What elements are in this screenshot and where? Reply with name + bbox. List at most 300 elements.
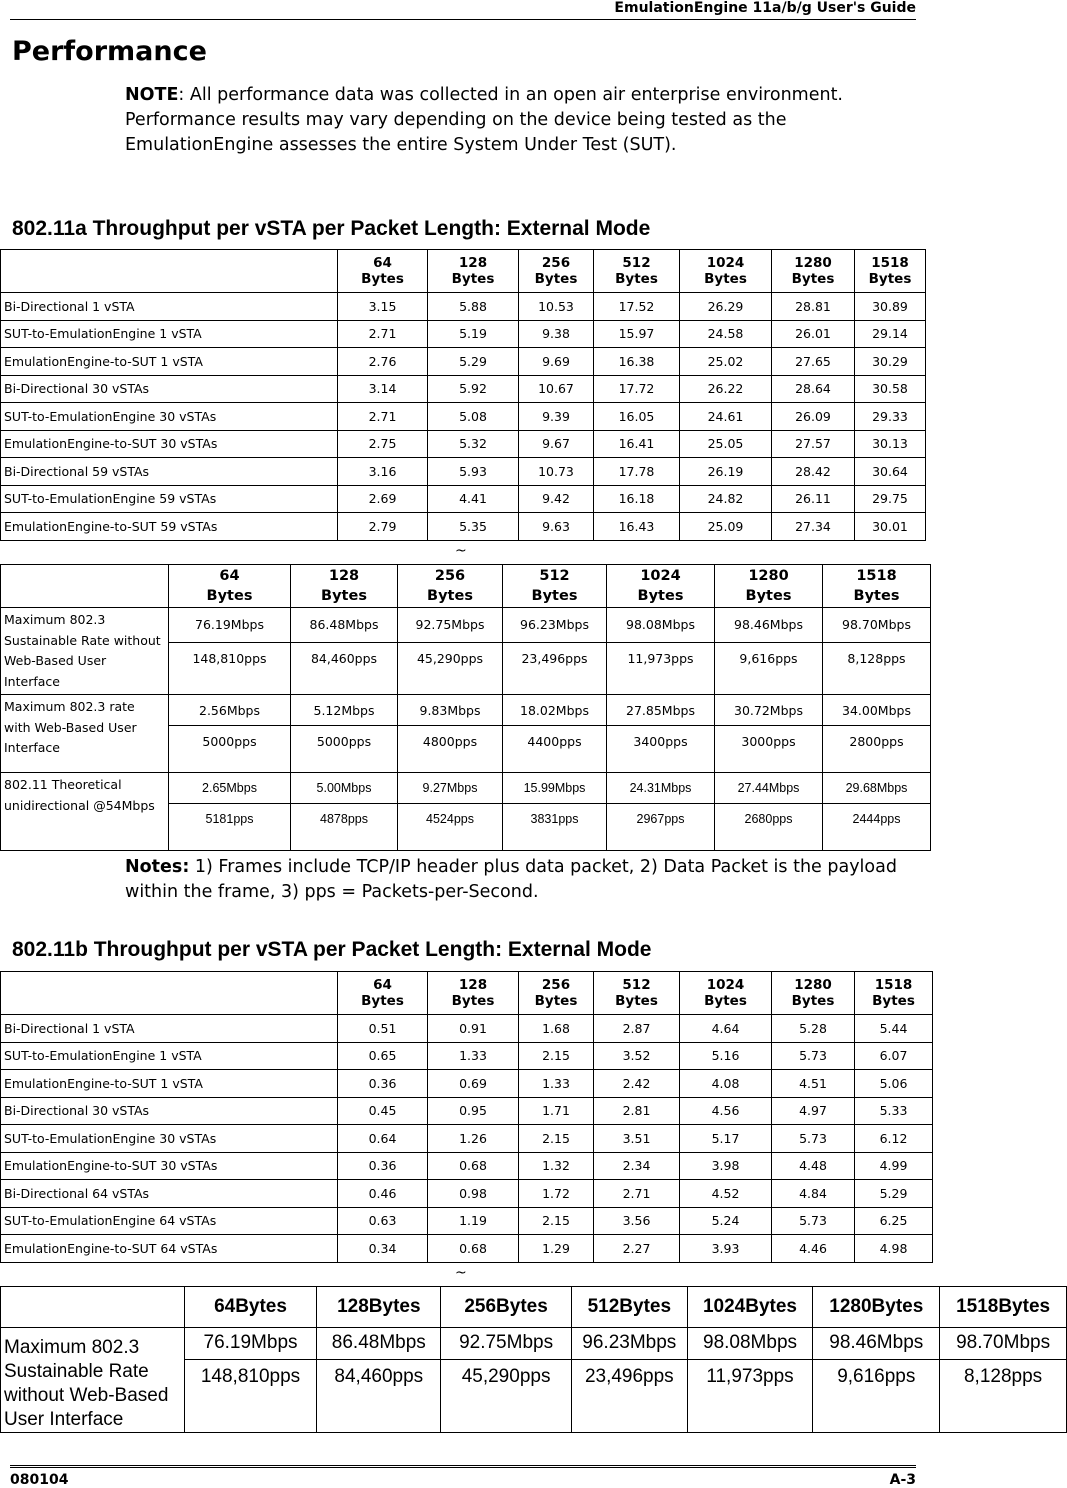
column-header: 1518Bytes	[940, 1287, 1067, 1328]
table-row	[1, 1125, 933, 1153]
pps-cell: 11,973pps	[687, 1359, 813, 1432]
column-header	[428, 250, 519, 293]
row-label: SUT-to-EmulationEngine 1 vSTA	[1, 320, 338, 348]
table-cell: 3.52	[594, 1042, 680, 1070]
column-header: 64Bytes	[184, 1287, 317, 1328]
mbps-cell: 96.23Mbps	[503, 608, 607, 643]
table-cell: 0.95	[428, 1097, 519, 1125]
column-header-text: 1280	[748, 568, 789, 584]
table-cell: 9.63	[519, 513, 594, 541]
row-label: EmulationEngine-to-SUT 1 vSTA	[1, 348, 338, 376]
mbps-cell: 98.70Mbps	[940, 1328, 1067, 1360]
table-row	[1, 695, 931, 726]
table-cell: 30.29	[855, 348, 926, 376]
header-title: EmulationEngine 11a/b/g User's Guide	[614, 0, 916, 16]
table-cell: 0.65	[338, 1042, 428, 1070]
table-cell: 4.08	[680, 1070, 772, 1098]
table-cell: 5.29	[855, 1180, 933, 1208]
column-header-text: 1280	[794, 255, 832, 271]
column-header-text: 256	[541, 255, 571, 271]
header-corner-cell	[1, 250, 338, 293]
table-cell: 5.92	[428, 375, 519, 403]
column-header-text: 1024	[706, 977, 745, 993]
table-header-row	[1, 565, 931, 608]
mbps-cell: 5.00Mbps	[291, 773, 398, 804]
pps-cell: 2680pps	[715, 804, 823, 851]
notes-label: Notes:	[125, 857, 190, 877]
footer-page-number: A-3	[889, 1472, 916, 1488]
table-cell: 5.33	[855, 1097, 933, 1125]
table-cell: 4.64	[680, 1015, 772, 1043]
table-cell: 0.68	[428, 1235, 519, 1263]
column-header-text: 1024	[706, 255, 745, 271]
table-row	[1, 375, 926, 403]
column-header-text: 512	[622, 977, 651, 993]
table-row	[1, 458, 926, 486]
table-cell: 4.56	[680, 1097, 772, 1125]
table-cell: 16.38	[594, 348, 680, 376]
column-header	[169, 565, 291, 608]
table-cell: 0.34	[338, 1235, 428, 1263]
pps-cell: 45,290pps	[441, 1359, 572, 1432]
table-cell: 28.64	[772, 375, 855, 403]
pps-cell: 5181pps	[169, 804, 291, 851]
mbps-cell: 98.46Mbps	[813, 1328, 940, 1360]
table-row	[1, 1328, 1067, 1360]
table-cell: 2.71	[594, 1180, 680, 1208]
table-row	[1, 1015, 933, 1043]
column-header-text: 1024	[640, 568, 681, 584]
table-cell: 29.75	[855, 485, 926, 513]
table-cell: 26.01	[772, 320, 855, 348]
column-header-text: Bytes	[704, 271, 747, 287]
table-cell: 30.01	[855, 513, 926, 541]
table-cell: 0.69	[428, 1070, 519, 1098]
mbps-cell: 98.46Mbps	[715, 608, 823, 643]
throughput-table-a	[0, 249, 926, 541]
table-cell: 9.38	[519, 320, 594, 348]
table-cell: 3.93	[680, 1235, 772, 1263]
column-header	[291, 565, 398, 608]
table-cell: 9.67	[519, 430, 594, 458]
table-cell: 16.43	[594, 513, 680, 541]
mbps-cell: 9.83Mbps	[398, 695, 503, 726]
column-header-text: Bytes	[868, 271, 912, 287]
table-cell: 5.73	[772, 1042, 855, 1070]
column-header	[519, 972, 594, 1015]
table-header-row	[1, 1287, 1067, 1328]
pps-cell: 84,460pps	[291, 642, 398, 694]
pps-cell: 3000pps	[715, 726, 823, 773]
table-cell: 2.76	[338, 348, 428, 376]
column-header-text: 256	[541, 977, 571, 993]
row-label: 802.11 Theoretical unidirectional @54Mbps	[1, 773, 169, 851]
column-header-text: 256	[434, 568, 466, 584]
table-row	[1, 1070, 933, 1098]
pps-cell: 5000pps	[291, 726, 398, 773]
pps-cell: 9,616pps	[715, 642, 823, 694]
table-cell: 2.15	[519, 1125, 594, 1153]
column-header	[680, 250, 772, 293]
table-cell: 4.52	[680, 1180, 772, 1208]
column-header-text: Bytes	[637, 588, 684, 604]
table-row	[1, 293, 926, 321]
table-cell: 26.22	[680, 375, 772, 403]
table-cell: 1.32	[519, 1152, 594, 1180]
table-cell: 2.34	[594, 1152, 680, 1180]
table-cell: 0.51	[338, 1015, 428, 1043]
row-label: Bi-Directional 30 vSTAs	[1, 1097, 338, 1125]
row-label: Bi-Directional 59 vSTAs	[1, 458, 338, 486]
table-row	[1, 1235, 933, 1263]
table-cell: 17.72	[594, 375, 680, 403]
table-cell: 27.34	[772, 513, 855, 541]
mbps-cell: 5.12Mbps	[291, 695, 398, 726]
column-header: 1280Bytes	[813, 1287, 940, 1328]
table-cell: 0.45	[338, 1097, 428, 1125]
column-header-text: 64	[373, 255, 392, 271]
row-label: SUT-to-EmulationEngine 30 vSTAs	[1, 1125, 338, 1153]
pps-cell: 3400pps	[607, 726, 715, 773]
pps-cell: 2444pps	[823, 804, 931, 851]
mbps-cell: 15.99Mbps	[503, 773, 607, 804]
mbps-cell: 98.08Mbps	[687, 1328, 813, 1360]
table-cell: 27.57	[772, 430, 855, 458]
table-row	[1, 430, 926, 458]
column-header-text: Bytes	[451, 993, 495, 1009]
pps-cell: 4524pps	[398, 804, 503, 851]
table-cell: 3.98	[680, 1152, 772, 1180]
table-cell: 2.15	[519, 1207, 594, 1235]
column-header	[607, 565, 715, 608]
pps-cell: 8,128pps	[823, 642, 931, 694]
table-cell: 3.16	[338, 458, 428, 486]
table-separator-b: ~	[455, 1265, 467, 1281]
column-header: 512Bytes	[572, 1287, 688, 1328]
table-row	[1, 773, 931, 804]
row-label: EmulationEngine-to-SUT 1 vSTA	[1, 1070, 338, 1098]
table-cell: 2.15	[519, 1042, 594, 1070]
table-cell: 24.82	[680, 485, 772, 513]
table-cell: 29.33	[855, 403, 926, 431]
table-cell: 30.89	[855, 293, 926, 321]
table-cell: 2.42	[594, 1070, 680, 1098]
table-row	[1, 1180, 933, 1208]
table-cell: 4.98	[855, 1235, 933, 1263]
table-row	[1, 1207, 933, 1235]
notes-text: 1) Frames include TCP/IP header plus data packet, 2) Data Packet is the payload within the frame, 3) pps = Packets-per-Second.	[125, 857, 897, 902]
row-label: Maximum 802.3 Sustainable Rate without Web-Based User Interface	[1, 608, 169, 695]
mbps-cell: 29.68Mbps	[823, 773, 931, 804]
table-cell: 6.07	[855, 1042, 933, 1070]
table-cell: 1.19	[428, 1207, 519, 1235]
mbps-cell: 2.65Mbps	[169, 773, 291, 804]
table-cell: 0.91	[428, 1015, 519, 1043]
table-cell: 16.41	[594, 430, 680, 458]
mbps-cell: 30.72Mbps	[715, 695, 823, 726]
mbps-cell: 9.27Mbps	[398, 773, 503, 804]
table-cell: 1.71	[519, 1097, 594, 1125]
table-row	[1, 403, 926, 431]
row-label: EmulationEngine-to-SUT 59 vSTAs	[1, 513, 338, 541]
table-cell: 0.36	[338, 1070, 428, 1098]
table-cell: 25.02	[680, 348, 772, 376]
table-cell: 28.81	[772, 293, 855, 321]
table-cell: 0.98	[428, 1180, 519, 1208]
column-header-text: Bytes	[531, 588, 578, 604]
table-cell: 5.93	[428, 458, 519, 486]
column-header-text: Bytes	[427, 588, 473, 604]
column-header-text: Bytes	[615, 271, 658, 287]
table-cell: 3.15	[338, 293, 428, 321]
mbps-cell: 76.19Mbps	[169, 608, 291, 643]
table-cell: 25.05	[680, 430, 772, 458]
pps-cell: 148,810pps	[169, 642, 291, 694]
column-header-text: Bytes	[321, 588, 367, 604]
table-row	[1, 1042, 933, 1070]
table-cell: 17.78	[594, 458, 680, 486]
column-header-text: Bytes	[361, 271, 404, 287]
row-label: SUT-to-EmulationEngine 59 vSTAs	[1, 485, 338, 513]
table-cell: 27.65	[772, 348, 855, 376]
table-cell: 29.14	[855, 320, 926, 348]
notes-paragraph	[125, 855, 925, 905]
table-cell: 5.16	[680, 1042, 772, 1070]
column-header	[519, 250, 594, 293]
max-rate-table-a	[0, 564, 931, 851]
note-label: NOTE	[125, 85, 179, 105]
table-cell: 1.29	[519, 1235, 594, 1263]
column-header-text: 1518	[871, 255, 909, 271]
column-header-text: 128	[328, 568, 360, 584]
row-label: Maximum 802.3 Sustainable Rate without Web-Based User Interface	[1, 1328, 185, 1433]
table-cell: 1.68	[519, 1015, 594, 1043]
column-header-text: Bytes	[791, 993, 835, 1009]
header-corner-cell	[1, 565, 169, 608]
table-cell: 28.42	[772, 458, 855, 486]
mbps-cell: 27.85Mbps	[607, 695, 715, 726]
column-header-text: 64	[373, 977, 392, 993]
table-cell: 4.46	[772, 1235, 855, 1263]
table-cell: 5.08	[428, 403, 519, 431]
column-header	[772, 972, 855, 1015]
row-label: Bi-Directional 30 vSTAs	[1, 375, 338, 403]
table-row	[1, 1097, 933, 1125]
header-corner-cell	[1, 1287, 185, 1328]
table-cell: 5.73	[772, 1125, 855, 1153]
header-corner-cell	[1, 972, 338, 1015]
table-cell: 5.44	[855, 1015, 933, 1043]
pps-cell: 8,128pps	[940, 1359, 1067, 1432]
column-header	[428, 972, 519, 1015]
table-cell: 17.52	[594, 293, 680, 321]
throughput-table-b	[0, 971, 933, 1263]
table-cell: 9.42	[519, 485, 594, 513]
table-header-row	[1, 250, 926, 293]
table-cell: 26.11	[772, 485, 855, 513]
column-header-text: 128	[458, 977, 488, 993]
mbps-cell: 24.31Mbps	[607, 773, 715, 804]
table-cell: 1.72	[519, 1180, 594, 1208]
pps-cell: 23,496pps	[503, 642, 607, 694]
table-cell: 30.64	[855, 458, 926, 486]
column-header-text: 1518	[874, 977, 913, 993]
table-cell: 1.33	[428, 1042, 519, 1070]
page-footer	[10, 1465, 916, 1488]
column-header-text: 1280	[794, 977, 832, 993]
note-text: : All performance data was collected in an open air enterprise environment. Performance results may vary depending on the device being tested as the EmulationEngine assesses the entire System Under Test (SUT).	[125, 85, 843, 155]
pps-cell: 4800pps	[398, 726, 503, 773]
pps-cell: 84,460pps	[317, 1359, 441, 1432]
section-b-heading: 802.11b Throughput per vSTA per Packet Length: External Mode	[12, 938, 652, 961]
mbps-cell: 27.44Mbps	[715, 773, 823, 804]
mbps-cell: 18.02Mbps	[503, 695, 607, 726]
table-cell: 24.61	[680, 403, 772, 431]
mbps-cell: 86.48Mbps	[317, 1328, 441, 1360]
table-cell: 0.36	[338, 1152, 428, 1180]
table-row	[1, 485, 926, 513]
column-header: 256Bytes	[441, 1287, 572, 1328]
table-row	[1, 513, 926, 541]
table-cell: 4.99	[855, 1152, 933, 1180]
row-label: SUT-to-EmulationEngine 64 vSTAs	[1, 1207, 338, 1235]
table-row	[1, 320, 926, 348]
pps-cell: 11,973pps	[607, 642, 715, 694]
table-separator-a: ~	[455, 543, 467, 559]
table-cell: 16.18	[594, 485, 680, 513]
column-header-text: 512	[622, 255, 651, 271]
table-cell: 10.73	[519, 458, 594, 486]
performance-note	[125, 83, 885, 158]
column-header	[680, 972, 772, 1015]
table-cell: 26.19	[680, 458, 772, 486]
table-cell: 0.63	[338, 1207, 428, 1235]
pps-cell: 4878pps	[291, 804, 398, 851]
column-header	[823, 565, 931, 608]
pps-cell: 4400pps	[503, 726, 607, 773]
table-cell: 24.58	[680, 320, 772, 348]
table-row	[1, 348, 926, 376]
table-cell: 6.25	[855, 1207, 933, 1235]
table-cell: 5.24	[680, 1207, 772, 1235]
column-header-text: Bytes	[615, 993, 658, 1009]
column-header	[772, 250, 855, 293]
table-cell: 9.69	[519, 348, 594, 376]
column-header: 128Bytes	[317, 1287, 441, 1328]
column-header-text: 1518	[856, 568, 897, 584]
column-header	[338, 972, 428, 1015]
table-cell: 2.71	[338, 320, 428, 348]
table-cell: 30.58	[855, 375, 926, 403]
table-cell: 4.97	[772, 1097, 855, 1125]
column-header-text: Bytes	[534, 271, 578, 287]
table-cell: 3.51	[594, 1125, 680, 1153]
pps-cell: 3831pps	[503, 804, 607, 851]
column-header-text: 128	[458, 255, 488, 271]
table-cell: 3.56	[594, 1207, 680, 1235]
row-label: SUT-to-EmulationEngine 1 vSTA	[1, 1042, 338, 1070]
column-header	[503, 565, 607, 608]
page-title: Performance	[12, 36, 207, 67]
table-cell: 5.88	[428, 293, 519, 321]
table-cell: 4.48	[772, 1152, 855, 1180]
table-cell: 0.46	[338, 1180, 428, 1208]
table-cell: 5.35	[428, 513, 519, 541]
table-cell: 5.06	[855, 1070, 933, 1098]
column-header-text: Bytes	[534, 993, 578, 1009]
table-cell: 4.41	[428, 485, 519, 513]
pps-cell: 23,496pps	[572, 1359, 688, 1432]
table-cell: 30.13	[855, 430, 926, 458]
table-cell: 2.27	[594, 1235, 680, 1263]
column-header	[715, 565, 823, 608]
column-header-text: Bytes	[704, 993, 747, 1009]
table-cell: 4.84	[772, 1180, 855, 1208]
row-label: EmulationEngine-to-SUT 30 vSTAs	[1, 1152, 338, 1180]
pps-cell: 45,290pps	[398, 642, 503, 694]
column-header: 1024Bytes	[687, 1287, 813, 1328]
mbps-cell: 96.23Mbps	[572, 1328, 688, 1360]
column-header-text: Bytes	[791, 271, 835, 287]
table-cell: 5.28	[772, 1015, 855, 1043]
mbps-cell: 92.75Mbps	[441, 1328, 572, 1360]
pps-cell: 2800pps	[823, 726, 931, 773]
row-label: Maximum 802.3 rate with Web-Based User Interface	[1, 695, 169, 773]
table-cell: 10.67	[519, 375, 594, 403]
column-header-text: 512	[539, 568, 570, 584]
table-cell: 5.19	[428, 320, 519, 348]
table-cell: 2.81	[594, 1097, 680, 1125]
table-cell: 0.68	[428, 1152, 519, 1180]
pps-cell: 2967pps	[607, 804, 715, 851]
column-header	[855, 972, 933, 1015]
table-cell: 16.05	[594, 403, 680, 431]
section-a-heading: 802.11a Throughput per vSTA per Packet Length: External Mode	[12, 217, 651, 240]
table-cell: 5.29	[428, 348, 519, 376]
mbps-cell: 76.19Mbps	[184, 1328, 317, 1360]
table-cell: 1.33	[519, 1070, 594, 1098]
mbps-cell: 86.48Mbps	[291, 608, 398, 643]
table-cell: 5.17	[680, 1125, 772, 1153]
table-cell: 1.26	[428, 1125, 519, 1153]
column-header	[855, 250, 926, 293]
table-row	[1, 608, 931, 643]
row-label: SUT-to-EmulationEngine 30 vSTAs	[1, 403, 338, 431]
table-cell: 15.97	[594, 320, 680, 348]
table-cell: 9.39	[519, 403, 594, 431]
table-cell: 6.12	[855, 1125, 933, 1153]
table-cell: 0.64	[338, 1125, 428, 1153]
column-header-text: Bytes	[745, 588, 792, 604]
row-label: Bi-Directional 64 vSTAs	[1, 1180, 338, 1208]
table-cell: 5.73	[772, 1207, 855, 1235]
table-cell: 25.09	[680, 513, 772, 541]
max-rate-table-b	[0, 1286, 1067, 1433]
table-cell: 2.75	[338, 430, 428, 458]
footer-doc-id: 080104	[10, 1472, 69, 1488]
mbps-cell: 2.56Mbps	[169, 695, 291, 726]
table-cell: 5.32	[428, 430, 519, 458]
table-header-row	[1, 972, 933, 1015]
mbps-cell: 34.00Mbps	[823, 695, 931, 726]
column-header	[338, 250, 428, 293]
column-header-text: 64	[219, 568, 240, 584]
column-header-text: Bytes	[853, 588, 900, 604]
row-label: EmulationEngine-to-SUT 30 vSTAs	[1, 430, 338, 458]
column-header-text: Bytes	[361, 993, 404, 1009]
mbps-cell: 98.70Mbps	[823, 608, 931, 643]
column-header	[594, 972, 680, 1015]
